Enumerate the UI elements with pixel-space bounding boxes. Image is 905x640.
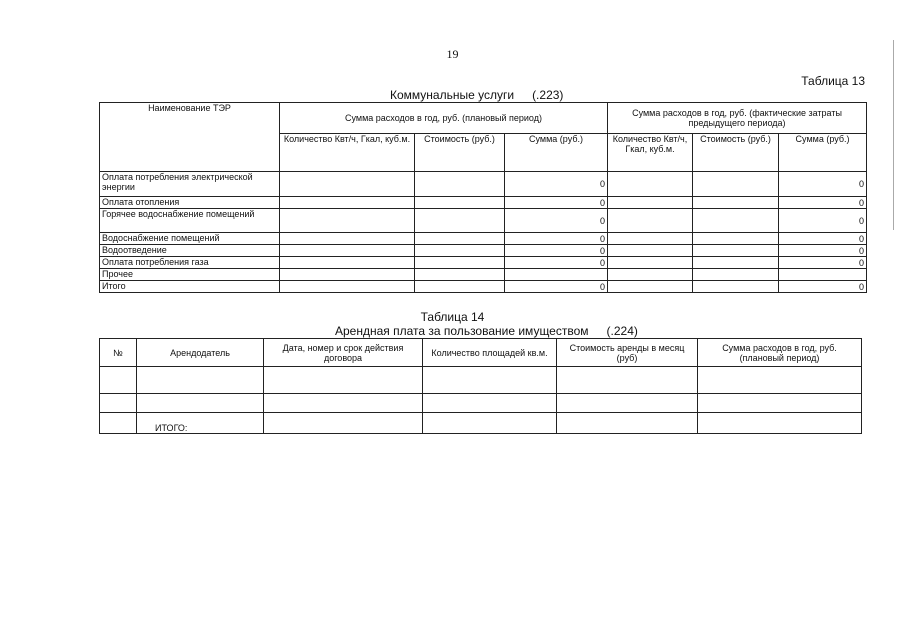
cell [693, 197, 779, 209]
row-fact-sum: 0 [779, 245, 867, 257]
cell [698, 367, 862, 394]
table-row [100, 257, 867, 269]
cell [415, 233, 505, 245]
page-number: 19 [446, 47, 459, 61]
table13 [99, 102, 867, 293]
row-plan-sum: 0 [505, 245, 608, 257]
table-row-total [100, 281, 867, 293]
header-area: Количество площадей кв.м. [423, 339, 557, 367]
cell [423, 367, 557, 394]
cell [557, 394, 698, 413]
cell [264, 413, 423, 434]
header-plan-qty: Количество Квт/ч, Гкал, куб.м. [280, 134, 415, 172]
table-row [100, 197, 867, 209]
cell [137, 367, 264, 394]
cell [415, 269, 505, 281]
table14-label: Таблица 14 [420, 310, 485, 324]
header-rent: Стоимость аренды в месяц (руб) [557, 339, 698, 367]
cell [423, 394, 557, 413]
row-name: Прочее [100, 269, 280, 281]
table-row [100, 394, 862, 413]
table-row [100, 245, 867, 257]
cell [557, 413, 698, 434]
table-row [100, 233, 867, 245]
row-name: Оплата потребления электрической энергии [100, 172, 280, 197]
table-row-total [100, 413, 862, 434]
table13-title [390, 88, 563, 102]
header-fact-sum: Сумма (руб.) [779, 134, 867, 172]
row-plan-sum: 0 [505, 209, 608, 233]
cell [100, 367, 137, 394]
table14 [99, 338, 862, 434]
cell [693, 257, 779, 269]
row-name: Водоотведение [100, 245, 280, 257]
cell [415, 245, 505, 257]
cell [608, 197, 693, 209]
cell [280, 269, 415, 281]
cell [693, 269, 779, 281]
row-name: Горячее водоснабжение помещений [100, 209, 280, 233]
table14-title-text: Арендная плата за пользование имуществом [335, 324, 589, 338]
margin-line [893, 40, 894, 230]
table-row [100, 172, 867, 197]
cell [137, 394, 264, 413]
cell [280, 209, 415, 233]
header-plan-group: Сумма расходов в год, руб. (плановый период) [280, 103, 608, 134]
header-fact-group: Сумма расходов в год, руб. (фактические затраты предыдущего периода) [608, 103, 867, 134]
row-plan-sum: 0 [505, 233, 608, 245]
cell [698, 394, 862, 413]
row-plan-sum: 0 [505, 281, 608, 293]
cell [693, 281, 779, 293]
cell [280, 245, 415, 257]
row-name: Оплата потребления газа [100, 257, 280, 269]
cell [608, 281, 693, 293]
table14-code: (.224) [606, 324, 638, 338]
table-row [100, 269, 867, 281]
header-contract: Дата, номер и срок действия договора [264, 339, 423, 367]
cell [280, 281, 415, 293]
cell [280, 233, 415, 245]
cell [415, 257, 505, 269]
cell [693, 233, 779, 245]
row-fact-sum: 0 [779, 281, 867, 293]
cell [100, 394, 137, 413]
header-num: № [100, 339, 137, 367]
header-fact-cost: Стоимость (руб.) [693, 134, 779, 172]
cell [693, 245, 779, 257]
table14-title [335, 324, 638, 338]
cell [100, 413, 137, 434]
cell [608, 172, 693, 197]
cell [693, 172, 779, 197]
row-fact-sum: 0 [779, 257, 867, 269]
header-total: Сумма расходов в год, руб. (плановый период) [698, 339, 862, 367]
cell [693, 209, 779, 233]
cell [608, 209, 693, 233]
cell [415, 197, 505, 209]
cell [608, 257, 693, 269]
row-plan-sum: 0 [505, 257, 608, 269]
table-row [100, 367, 862, 394]
cell [280, 257, 415, 269]
header-fact-qty: Количество Квт/ч, Гкал, куб.м. [608, 134, 693, 172]
row-plan-sum [505, 269, 608, 281]
cell [415, 281, 505, 293]
cell [264, 394, 423, 413]
header-plan-cost: Стоимость (руб.) [415, 134, 505, 172]
header-lessor: Арендодатель [137, 339, 264, 367]
cell [608, 233, 693, 245]
cell [415, 209, 505, 233]
table13-title-text: Коммунальные услуги [390, 88, 515, 102]
cell [608, 269, 693, 281]
table13-label: Таблица 13 [801, 74, 865, 88]
table-row [100, 209, 867, 233]
row-plan-sum: 0 [505, 197, 608, 209]
row-name: Итого [100, 281, 280, 293]
row-fact-sum [779, 269, 867, 281]
row-fact-sum: 0 [779, 172, 867, 197]
cell [280, 197, 415, 209]
row-plan-sum: 0 [505, 172, 608, 197]
row-name: Водоснабжение помещений [100, 233, 280, 245]
total-label: ИТОГО: [137, 413, 264, 434]
row-fact-sum: 0 [779, 233, 867, 245]
row-name: Оплата отопления [100, 197, 280, 209]
header-plan-sum: Сумма (руб.) [505, 134, 608, 172]
row-fact-sum: 0 [779, 197, 867, 209]
header-name: Наименование ТЭР [100, 103, 280, 172]
row-fact-sum: 0 [779, 209, 867, 233]
cell [280, 172, 415, 197]
cell [415, 172, 505, 197]
cell [264, 367, 423, 394]
cell [557, 367, 698, 394]
cell [698, 413, 862, 434]
cell [608, 245, 693, 257]
table13-code: (.223) [532, 88, 564, 102]
cell [423, 413, 557, 434]
